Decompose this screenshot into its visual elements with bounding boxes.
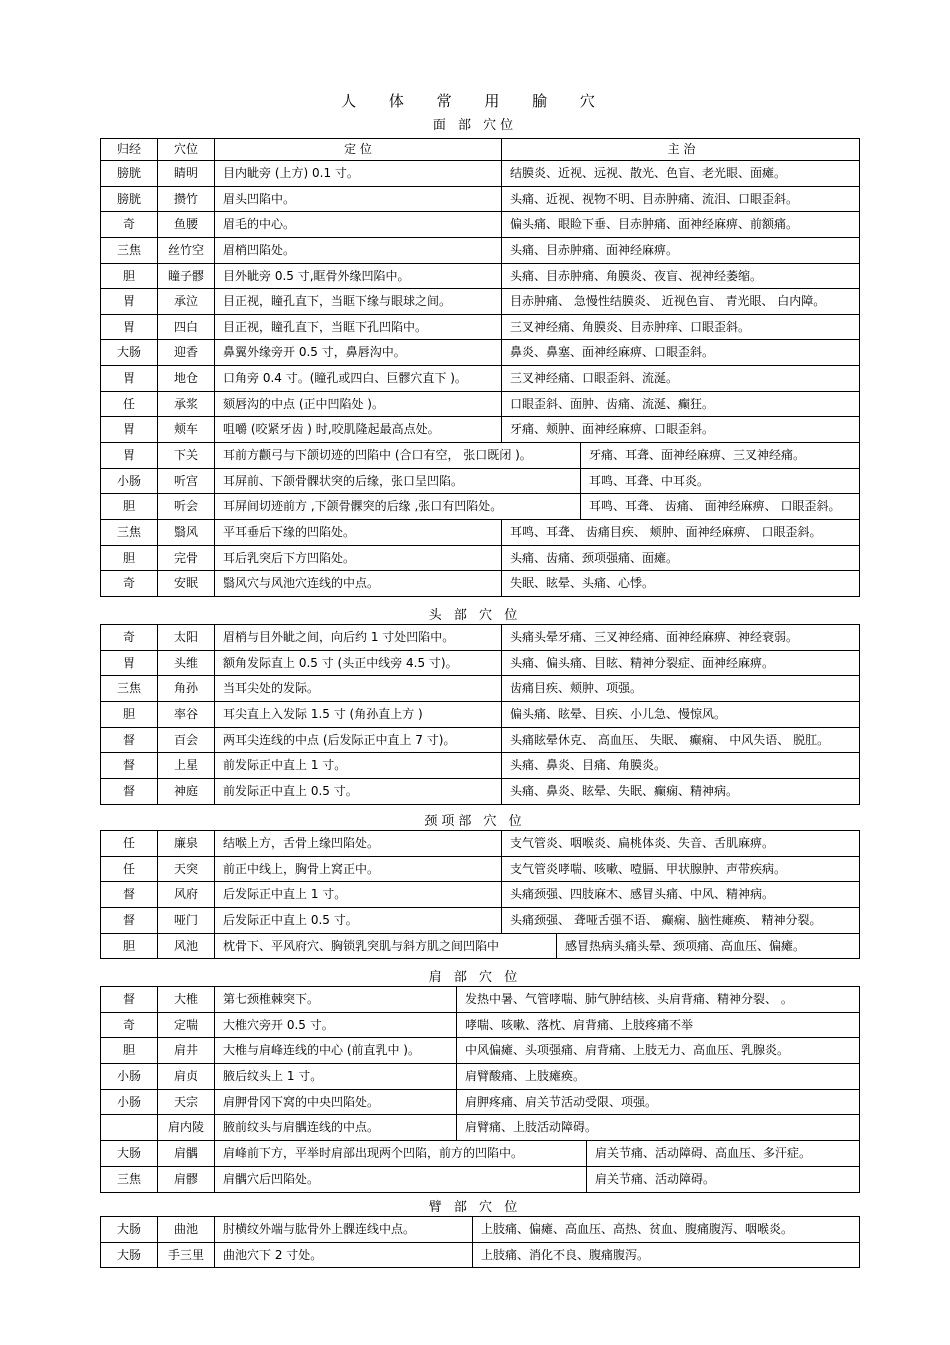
table-section xyxy=(100,986,860,1193)
table-row xyxy=(100,779,860,805)
location-cell: 耳前方颧弓与下颌切迹的凹陷中 (合口有空， 张口既闭 )。 xyxy=(215,443,581,468)
table-row xyxy=(100,831,860,857)
meridian-cell: 督 xyxy=(101,779,158,804)
table-row xyxy=(100,651,860,677)
table-row xyxy=(100,1090,860,1116)
table-row xyxy=(100,882,860,908)
table-row xyxy=(100,443,860,469)
table-row xyxy=(100,857,860,883)
acupoint-cell: 廉泉 xyxy=(158,831,215,856)
indication-cell: 头痛、近视、视物不明、目赤肿痛、流泪、口眼歪斜。 xyxy=(510,191,799,206)
meridian-cell: 膀胱 xyxy=(101,161,158,186)
table-row xyxy=(100,728,860,754)
indication-cell: 偏头痛、眼睑下垂、目赤肿痛、面神经麻痹、前额痛。 xyxy=(510,217,799,232)
acupoint-cell: 神庭 xyxy=(158,779,215,804)
meridian-cell: 胃 xyxy=(101,443,158,468)
table-row xyxy=(100,1167,860,1193)
table-row xyxy=(100,702,860,728)
location-cell: 咀嚼 (咬紧牙齿 ) 时,咬肌隆起最高点处。 xyxy=(215,417,502,442)
indication-cell: 头痛、偏头痛、目眩、精神分裂症、面神经麻痹。 xyxy=(510,655,775,670)
indication-cell: 上肢痛、消化不良、腹痛腹泻。 xyxy=(481,1247,650,1262)
indication-cell: 肩关节痛、活动障碍、高血压、多汗症。 xyxy=(595,1146,812,1161)
table-row xyxy=(100,1013,860,1039)
location-cell: 眉梢与目外眦之间，向后约 1 寸处凹陷中。 xyxy=(215,625,502,650)
meridian-cell: 胆 xyxy=(101,1038,158,1063)
section-title: 肩 部 穴 位 xyxy=(428,970,522,985)
meridian-cell: 胃 xyxy=(101,651,158,676)
acupoint-cell: 曲池 xyxy=(158,1217,215,1242)
acupoint-cell: 风府 xyxy=(158,882,215,907)
table-row xyxy=(100,469,860,495)
location-cell: 腋前纹头与肩髃连线的中点。 xyxy=(215,1115,457,1140)
indication-cell: 头痛、目赤肿痛、角膜炎、夜盲、视神经萎缩。 xyxy=(510,268,763,283)
indication-cell: 头痛颈强、四肢麻木、感冒头痛、中风、精神病。 xyxy=(510,887,775,902)
table-row xyxy=(100,1064,860,1090)
section-title: 臂 部 穴 位 xyxy=(428,1200,522,1215)
acupoint-cell: 迎香 xyxy=(158,340,215,365)
acupoint-cell: 哑门 xyxy=(158,908,215,933)
meridian-cell: 膀胱 xyxy=(101,187,158,212)
location-cell: 颏唇沟的中点 (正中凹陷处 )。 xyxy=(215,392,502,417)
indication-cell: 感冒热病头痛头晕、颈项痛、高血压、偏瘫。 xyxy=(565,938,806,953)
table-row xyxy=(100,676,860,702)
meridian-cell: 大肠 xyxy=(101,1141,158,1166)
section-title: 面 部 穴位 xyxy=(432,118,518,133)
acupoint-cell: 地仓 xyxy=(158,366,215,391)
meridian-cell: 三焦 xyxy=(101,1167,158,1192)
location-cell: 大椎穴旁开 0.5 寸。 xyxy=(215,1013,457,1038)
acupoint-cell: 天宗 xyxy=(158,1090,215,1115)
meridian-cell: 大肠 xyxy=(101,1217,158,1242)
table-row xyxy=(100,520,860,546)
meridian-cell: 胃 xyxy=(101,417,158,442)
table-row xyxy=(100,238,860,264)
indication-cell: 牙痛、耳聋、面神经麻痹、三叉神经痛。 xyxy=(589,448,806,463)
table-row xyxy=(100,753,860,779)
acupoint-cell: 听宫 xyxy=(158,469,215,494)
indication-cell: 肩臂痛、上肢活动障碍。 xyxy=(465,1120,598,1135)
location-cell: 鼻翼外缘旁开 0.5 寸，鼻唇沟中。 xyxy=(215,340,502,365)
meridian-cell: 三焦 xyxy=(101,520,158,545)
acupoint-cell: 肩内陵 xyxy=(158,1115,215,1140)
location-cell: 眉头凹陷中。 xyxy=(215,187,502,212)
meridian-cell: 任 xyxy=(101,392,158,417)
acupoint-cell: 四白 xyxy=(158,315,215,340)
indication-cell: 耳鸣、耳聋、 齿痛、 面神经麻痹、 口眼歪斜。 xyxy=(589,499,841,514)
meridian-cell: 督 xyxy=(101,728,158,753)
meridian-cell: 胆 xyxy=(101,546,158,571)
indication-cell: 三叉神经痛、口眼歪斜、流涎。 xyxy=(510,371,679,386)
indication-cell: 牙痛、颊肿、面神经麻痹、口眼歪斜。 xyxy=(510,422,715,437)
table-row xyxy=(100,264,860,290)
location-cell: 枕骨下、平风府穴、胸锁乳突肌与斜方肌之间凹陷中 xyxy=(215,934,557,959)
indication-cell: 耳鸣、耳聋、中耳炎。 xyxy=(589,473,710,488)
meridian-cell: 胆 xyxy=(101,934,158,959)
indication-cell: 头痛、目赤肿痛、面神经麻痹。 xyxy=(510,242,679,257)
location-cell: 耳屏前、下颌骨髁状突的后缘，张口呈凹陷。 xyxy=(215,469,581,494)
indication-cell: 耳鸣、耳聋、 齿痛目疾、 颊肿、面神经麻痹、 口眼歪斜。 xyxy=(510,524,822,539)
acupoint-cell: 安眠 xyxy=(158,571,215,596)
acupoint-cell: 太阳 xyxy=(158,625,215,650)
meridian-cell: 任 xyxy=(101,857,158,882)
indication-cell: 发热中暑、气管哮喘、肺气肿结核、头肩背痛、精神分裂、 。 xyxy=(465,992,793,1006)
acupoint-cell: 颊车 xyxy=(158,417,215,442)
table-section xyxy=(100,1216,860,1268)
table-row xyxy=(100,212,860,238)
table-row xyxy=(100,908,860,934)
acupoint-cell: 承浆 xyxy=(158,392,215,417)
location-cell: 目外眦旁 0.5 寸,眶骨外缘凹陷中。 xyxy=(215,264,502,289)
table-row xyxy=(100,571,860,597)
meridian-cell xyxy=(101,1115,158,1140)
acupoint-cell: 上星 xyxy=(158,753,215,778)
acupoint-cell: 肩井 xyxy=(158,1038,215,1063)
indication-cell: 肩关节痛、活动障碍。 xyxy=(595,1171,716,1186)
location-cell: 平耳垂后下缘的凹陷处。 xyxy=(215,520,502,545)
location-cell: 定 位 xyxy=(215,139,502,160)
table-row xyxy=(100,1038,860,1064)
meridian-cell: 胃 xyxy=(101,315,158,340)
meridian-cell: 胆 xyxy=(101,264,158,289)
location-cell: 眉梢凹陷处。 xyxy=(215,238,502,263)
location-cell: 耳后乳突后下方凹陷处。 xyxy=(215,546,502,571)
meridian-cell: 三焦 xyxy=(101,238,158,263)
location-cell: 眉毛的中心。 xyxy=(215,212,502,237)
acupoint-cell: 肩髎 xyxy=(158,1167,215,1192)
meridian-cell: 胆 xyxy=(101,702,158,727)
indication-cell: 失眠、眩晕、头痛、心悸。 xyxy=(510,576,655,591)
meridian-cell: 督 xyxy=(101,753,158,778)
indication-cell: 头痛、鼻炎、目痛、角膜炎。 xyxy=(510,758,667,773)
location-cell: 翳风穴与风池穴连线的中点。 xyxy=(215,571,502,596)
acupoint-cell: 承泣 xyxy=(158,289,215,314)
table-row xyxy=(100,1243,860,1269)
indication-cell: 肩胛疼痛、肩关节活动受限、项强。 xyxy=(465,1094,658,1109)
meridian-cell: 小肠 xyxy=(101,469,158,494)
table-header-row xyxy=(100,139,860,161)
indication-cell: 肩臂酸痛、上肢瘫痪。 xyxy=(465,1069,586,1084)
section-title: 头 部 穴 位 xyxy=(428,608,522,623)
acupoint-cell: 睛明 xyxy=(158,161,215,186)
acupoint-cell: 角孙 xyxy=(158,676,215,701)
acupoint-cell: 肩贞 xyxy=(158,1064,215,1089)
location-cell: 耳尖直上入发际 1.5 寸 (角孙直上方 ) xyxy=(215,702,502,727)
section-title: 颈项部 穴 位 xyxy=(424,814,526,829)
indication-cell: 头痛、鼻炎、眩晕、失眠、癫痫、精神病。 xyxy=(510,784,739,799)
indication-cell: 哮喘、咳嗽、落枕、肩背痛、上肢疼痛不举 xyxy=(465,1017,694,1032)
acupoint-cell: 瞳子髎 xyxy=(158,264,215,289)
location-cell: 肘横纹外端与肱骨外上髁连线中点。 xyxy=(215,1217,473,1242)
meridian-cell: 大肠 xyxy=(101,1243,158,1268)
location-cell: 大椎与肩峰连线的中心 (前直乳中 )。 xyxy=(215,1038,457,1063)
location-cell: 前发际正中直上 1 寸。 xyxy=(215,753,502,778)
acupoint-cell: 率谷 xyxy=(158,702,215,727)
location-cell: 后发际正中直上 0.5 寸。 xyxy=(215,908,502,933)
table-row xyxy=(100,161,860,187)
indication-cell: 头痛头晕牙痛、三叉神经痛、面神经麻痹、神经衰弱。 xyxy=(510,630,799,644)
meridian-cell: 督 xyxy=(101,882,158,907)
location-cell: 额角发际直上 0.5 寸 (头正中线旁 4.5 寸)。 xyxy=(215,651,502,676)
acupoint-cell: 大椎 xyxy=(158,987,215,1012)
acupoint-cell: 鱼腰 xyxy=(158,212,215,237)
acupoint-cell: 穴位 xyxy=(158,139,215,160)
indication-cell: 目赤肿痛、 急慢性结膜炎、 近视色盲、 青光眼、 白内障。 xyxy=(510,294,826,309)
acupoint-cell: 下关 xyxy=(158,443,215,468)
acupoint-cell: 百会 xyxy=(158,728,215,753)
indication-cell: 头痛、齿痛、颈项强痛、面瘫。 xyxy=(510,550,679,565)
location-cell: 当耳尖处的发际。 xyxy=(215,676,502,701)
acupoint-cell: 完骨 xyxy=(158,546,215,571)
table-row xyxy=(100,366,860,392)
acupoint-cell: 风池 xyxy=(158,934,215,959)
meridian-cell: 胃 xyxy=(101,289,158,314)
meridian-cell: 胆 xyxy=(101,494,158,519)
location-cell: 肩胛骨冈下窝的中央凹陷处。 xyxy=(215,1090,457,1115)
table-row xyxy=(100,1217,860,1243)
table-section xyxy=(100,624,860,805)
acupoint-cell: 天突 xyxy=(158,857,215,882)
location-cell: 曲池穴下 2 寸处。 xyxy=(215,1243,473,1268)
meridian-cell: 任 xyxy=(101,831,158,856)
table-row xyxy=(100,187,860,213)
meridian-cell: 小肠 xyxy=(101,1064,158,1089)
indication-cell: 头痛眩晕休克、 高血压、 失眠、 癫痫、 中风失语、 脱肛。 xyxy=(510,732,830,747)
acupoint-cell: 攒竹 xyxy=(158,187,215,212)
location-cell: 前发际正中直上 0.5 寸。 xyxy=(215,779,502,804)
table-section xyxy=(100,138,860,597)
table-row xyxy=(100,1141,860,1167)
location-cell: 目内眦旁 (上方) 0.1 寸。 xyxy=(215,161,502,186)
table-row xyxy=(100,934,860,960)
location-cell: 两耳尖连线的中点 (后发际正中直上 7 寸)。 xyxy=(215,728,502,753)
table-row xyxy=(100,494,860,520)
acupoint-cell: 肩髃 xyxy=(158,1141,215,1166)
acupoint-cell: 定喘 xyxy=(158,1013,215,1038)
table-section xyxy=(100,830,860,959)
acupoint-cell: 翳风 xyxy=(158,520,215,545)
indication-cell: 三叉神经痛、角膜炎、目赤肿痒、口眼歪斜。 xyxy=(510,319,751,334)
indication-cell: 鼻炎、鼻塞、面神经麻痹、口眼歪斜。 xyxy=(510,345,715,360)
indication-cell: 中风偏瘫、头项强痛、肩背痛、上肢无力、高血压、乳腺炎。 xyxy=(465,1043,790,1058)
indication-cell: 齿痛目疾、颊肿、项强。 xyxy=(510,681,643,696)
meridian-cell: 三焦 xyxy=(101,676,158,701)
acupoint-cell: 丝竹空 xyxy=(158,238,215,263)
indication-cell: 口眼歪斜、面肿、齿痛、流涎、癫狂。 xyxy=(510,396,715,411)
indication-cell: 结膜炎、近视、远视、散光、色盲、老光眼、面瘫。 xyxy=(510,166,787,180)
meridian-cell: 督 xyxy=(101,987,158,1012)
location-cell: 耳屏间切迹前方 ,下颌骨髁突的后缘 ,张口有凹陷处。 xyxy=(215,494,581,519)
meridian-cell: 奇 xyxy=(101,625,158,650)
indication-cell: 支气管炎哮喘、咳嗽、噎膈、甲状腺肿、声带疾病。 xyxy=(510,861,787,876)
table-row xyxy=(100,546,860,572)
location-cell: 结喉上方，舌骨上缘凹陷处。 xyxy=(215,831,502,856)
acupoint-cell: 听会 xyxy=(158,494,215,519)
acupoint-cell: 头维 xyxy=(158,651,215,676)
meridian-cell: 归经 xyxy=(101,139,158,160)
table-row xyxy=(100,1115,860,1141)
indication-cell: 头痛颈强、 聋哑舌强不语、 癫痫、脑性瘫痪、 精神分裂。 xyxy=(510,913,822,928)
location-cell: 肩峰前下方，平举时肩部出现两个凹陷，前方的凹陷中。 xyxy=(215,1141,587,1166)
indication-cell: 偏头痛、眩晕、目疾、小儿急、慢惊风。 xyxy=(510,707,727,722)
location-cell: 口角旁 0.4 寸。(瞳孔或四白、巨髎穴直下 )。 xyxy=(215,366,502,391)
meridian-cell: 督 xyxy=(101,908,158,933)
meridian-cell: 小肠 xyxy=(101,1090,158,1115)
meridian-cell: 奇 xyxy=(101,212,158,237)
indication-cell: 上肢痛、偏瘫、高血压、高热、贫血、腹痛腹泻、咽喉炎。 xyxy=(481,1222,794,1236)
table-row xyxy=(100,340,860,366)
location-cell: 腋后纹头上 1 寸。 xyxy=(215,1064,457,1089)
acupoint-cell: 手三里 xyxy=(158,1243,215,1268)
meridian-cell: 奇 xyxy=(101,1013,158,1038)
page-title: 人 体 常 用 腧 穴 xyxy=(341,92,609,110)
indication-cell: 主 治 xyxy=(667,142,696,156)
table-row xyxy=(100,987,860,1013)
location-cell: 前正中线上，胸骨上窝正中。 xyxy=(215,857,502,882)
location-cell: 后发际正中直上 1 寸。 xyxy=(215,882,502,907)
table-row xyxy=(100,625,860,651)
location-cell: 目正视，瞳孔直下，当眶下缘与眼球之间。 xyxy=(215,289,502,314)
table-row xyxy=(100,315,860,341)
location-cell: 第七颈椎棘突下。 xyxy=(215,987,457,1012)
location-cell: 目正视，瞳孔直下，当眶下孔凹陷中。 xyxy=(215,315,502,340)
table-row xyxy=(100,289,860,315)
location-cell: 肩髃穴后凹陷处。 xyxy=(215,1167,587,1192)
meridian-cell: 胃 xyxy=(101,366,158,391)
indication-cell: 支气管炎、咽喉炎、扁桃体炎、失音、舌肌麻痹。 xyxy=(510,836,775,850)
meridian-cell: 大肠 xyxy=(101,340,158,365)
meridian-cell: 奇 xyxy=(101,571,158,596)
table-row xyxy=(100,392,860,418)
table-row xyxy=(100,417,860,443)
